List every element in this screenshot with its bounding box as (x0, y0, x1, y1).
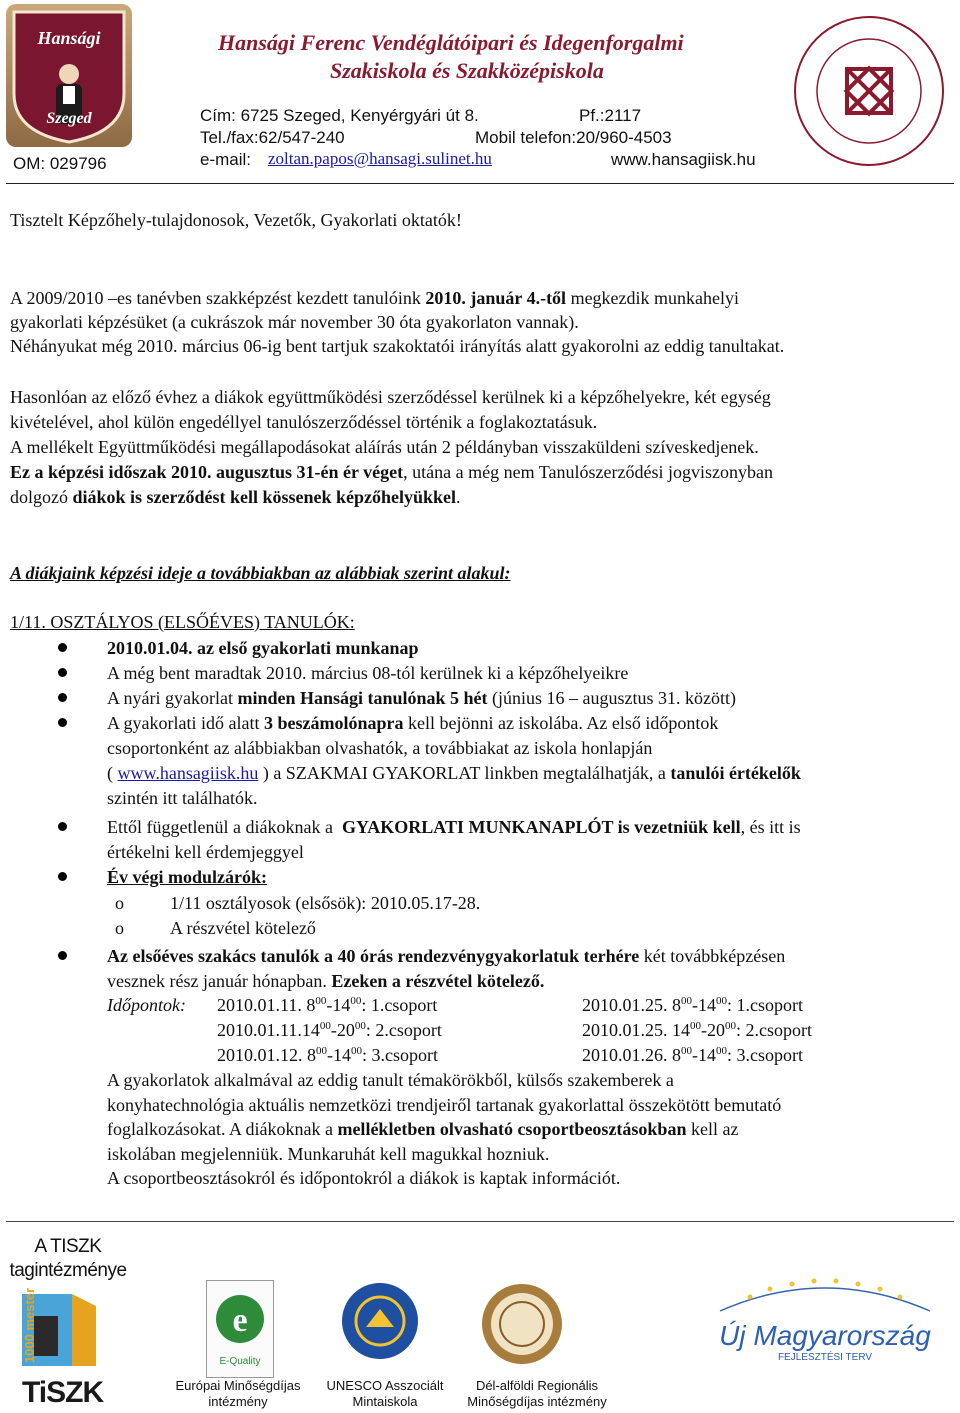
p1-line2: gyakorlati képzésüket (a cukrászok már november 30 óta gyakorlaton vannak). (10, 312, 579, 332)
bullet (58, 693, 67, 702)
b5-a: Ettől függetlenül a diákoknak a (107, 817, 342, 837)
bullet-1: 2010.01.04. az első gyakorlati munkanap (107, 638, 419, 658)
bullet-2: A még bent maradtak 2010. március 08-tól kerülnek ki a képzőhelyeikre (107, 663, 629, 683)
p3-line5: A csoportbeosztásokról és időpontokról a diákok is kaptak információt. (107, 1168, 621, 1189)
b4-b: 3 beszámolónapra (263, 713, 404, 733)
b5-line2: értékelni kell érdemjeggyel (107, 842, 304, 862)
schedule-entry: 2010.01.26. $8^{00}-14^{00}$: 3.csoport (582, 1045, 804, 1065)
tiszk-line1: A TISZK (34, 1236, 102, 1257)
p1-line3: Néhányukat még 2010. március 06-ig bent tartjuk szakoktatói irányítás alatt gyakorolni az eddig tanultakat. (10, 336, 785, 356)
sub-item-1: 1/11 osztályosok (elsősök): 2010.05.17-28. (170, 893, 481, 913)
paragraph-2 (10, 385, 950, 510)
b4-c: kell bejönni az iskolába. Az első időpontok (403, 713, 719, 733)
footer-divider (6, 1221, 954, 1222)
schedule-entry: 2010.01.25. $8^{00}-14^{00}$: 1.csoport (582, 995, 804, 1015)
address: Cím: 6725 Szeged, Kenyérgyári út 8. (200, 106, 479, 125)
b3-a: A nyári gyakorlat (107, 688, 238, 708)
b4-line2: csoportonként az alábbiakban olvashatók, a továbbiakat az iskola honlapján (107, 738, 653, 758)
p2-line5-c: . (456, 487, 461, 507)
quality-award-logo (790, 6, 948, 176)
p1-text-a: A 2009/2010 –es tanévben szakképzést kezdett tanulóink (10, 288, 426, 308)
b4-l3-b: ) a SZAKMAI GYAKORLAT linkben megtalálhatják, a (258, 763, 671, 783)
sub-marker: o (115, 918, 124, 938)
p3-line1: A gyakorlatok alkalmával az eddig tanult témakörökből, külsős szakemberek a (107, 1070, 674, 1090)
bullet (58, 718, 67, 727)
sub-item-2: A részvétel kötelező (170, 918, 316, 938)
sub-marker: o (115, 893, 124, 913)
telfax: Tel./fax:62/547-240 (200, 128, 345, 147)
p2-line3: A mellékelt Együttműködési megállapodásokat aláírás után 2 példányban visszaküldeni szíveskedjenek. (10, 437, 759, 457)
svg-text:e: e (232, 1302, 248, 1339)
logo-text-top: Hansági (37, 28, 101, 48)
school-name-line2: Szakiskola és Szakközépiskola (330, 58, 604, 83)
tiszk-logo-text: TiSZK (22, 1376, 104, 1409)
paragraph-1 (10, 286, 950, 358)
om-code: OM: 029796 (13, 154, 107, 173)
b3-b: minden Hansági tanulónak 5 hét (237, 688, 488, 708)
caption-european-award: Európai Minőségdíjas intézmény (175, 1378, 301, 1409)
tiszk-caption (8, 1235, 128, 1283)
greeting: Tisztelt Képzőhely-tulajdonosok, Vezetők, Gyakorlati oktatók! (10, 210, 462, 230)
p2-bold-contract: diákok is szerződést kell kössenek képzőhelyükkel (72, 487, 457, 507)
tiszk-line2: tagintézménye (9, 1260, 127, 1281)
b7-a: Az elsőéves szakács tanulók a 40 órás rendezvénygyakorlatuk terhére (107, 946, 640, 966)
uj-magyarorszag-sub: FEJLESZTÉSI TERV (777, 1352, 873, 1363)
section-title: A diákjaink képzési ideje a továbbiakban az alábbiak szerint alakul: (10, 563, 511, 583)
email-label: e-mail: (200, 150, 252, 169)
email-link[interactable]: zoltan.papos@hansagi.sulinet.hu (268, 149, 492, 168)
p3-l3-c: kell az (686, 1119, 739, 1140)
schedule-label: Időpontok: (107, 995, 186, 1015)
schedule-entry: 2010.01.12. $8^{00}-14^{00}$: 3.csoport (217, 1045, 439, 1065)
bullet-7 (107, 944, 952, 994)
tiszk-side-text: 1000 mester (22, 1287, 38, 1364)
b7-l2-a: vesznek rész január hónapban. (107, 971, 332, 991)
e-quality-logo (206, 1280, 274, 1378)
p2-bold-period: Ez a képzési időszak 2010. augusztus 31-én ér véget (10, 462, 404, 482)
p2-line2: kivételével, ahol külön engedéllyel tanulószerződéssel történik a foglakoztatásuk. (10, 412, 598, 432)
website-link[interactable]: www.hansagiisk.hu (117, 763, 259, 783)
p1-text-c: megkezdik munkahelyi (566, 288, 740, 308)
bullet (58, 951, 67, 960)
b5-c: , és itt is (740, 817, 801, 837)
b3-c: (június 16 – augusztus 31. között) (487, 688, 737, 708)
p3-line4: iskolában megjelenniük. Munkaruhát kell magukkal hozniuk. (107, 1143, 550, 1164)
regional-award-logo (480, 1282, 564, 1366)
logo-text-bottom: Szeged (46, 110, 92, 127)
bullet-6: Év végi modulzárók: (107, 867, 267, 887)
bullet (58, 643, 67, 652)
bullet-4 (107, 711, 952, 811)
e-quality-text: E-Quality (219, 1356, 261, 1367)
p2-line1: Hasonlóan az előző évhez a diákok együttműködési szerződéssel kerülnek ki a képzőhelyekre, két egység (10, 387, 771, 407)
b7-l2-b: Ezeken a részvétel kötelező. (331, 971, 545, 991)
b4-l3-c: tanulói értékelők (670, 763, 801, 783)
bullet (58, 872, 67, 881)
b7-b: két továbbképzésen (639, 946, 786, 966)
bullet (58, 668, 67, 677)
uj-magyarorszag-title: Új Magyarország (719, 1320, 931, 1351)
b5-b: GYAKORLATI MUNKANAPLÓT is vezetniük kell (341, 817, 741, 837)
b4-a: A gyakorlati idő alatt (107, 713, 264, 733)
po-box: Pf.:2117 (579, 106, 642, 125)
b4-line4: szintén itt találhatók. (107, 788, 258, 808)
p3-line2: konyhatechnológia aktuális nemzetközi trendjeiről tartanak gyakorlattal összekötött bemutató (107, 1094, 782, 1115)
bullet (58, 822, 67, 831)
bullet-3 (107, 686, 736, 710)
mobile: Mobil telefon:20/960-4503 (475, 128, 672, 147)
b4-l3-a: ( (107, 763, 118, 783)
website: www.hansagiisk.hu (611, 150, 756, 169)
p3-l3-b: mellékletben olvasható csoportbeosztásokban (337, 1119, 687, 1140)
caption-regional-award: Dél-alföldi Regionális Minőségdíjas intézmény (467, 1378, 607, 1409)
p2-line5-a: dolgozó (10, 487, 73, 507)
school-name-line1: Hansági Ferenc Vendéglátóipari és Idegenforgalmi (218, 30, 684, 55)
bullet-5 (107, 815, 952, 865)
header-divider (6, 183, 954, 184)
schedule-entry: 2010.01.11. $8^{00}-14^{00}$: 1.csoport (217, 995, 438, 1015)
unesco-logo (340, 1281, 420, 1361)
p3-l3-a: foglalkozásokat. A diákoknak a (107, 1119, 338, 1140)
uj-magyarorszag-logo (700, 1271, 950, 1371)
caption-unesco: UNESCO Asszociált Mintaiskola (326, 1378, 444, 1409)
p2-line4-rest: , utána a még nem Tanulószerződési jogviszonyban (403, 462, 773, 482)
p1-date: 2010. január 4.-től (425, 288, 567, 308)
schedule-entry: $2010.01.11.14^{00}-20^{00}$: 2.csoport (217, 1020, 442, 1040)
schedule-entry: 2010.01.25. $14^{00}-20^{00}$: 2.csoport (582, 1020, 813, 1040)
paragraph-3 (107, 1068, 952, 1191)
class-title: 1/11. OSZTÁLYOS (ELSŐÉVES) TANULÓK: (10, 612, 355, 632)
